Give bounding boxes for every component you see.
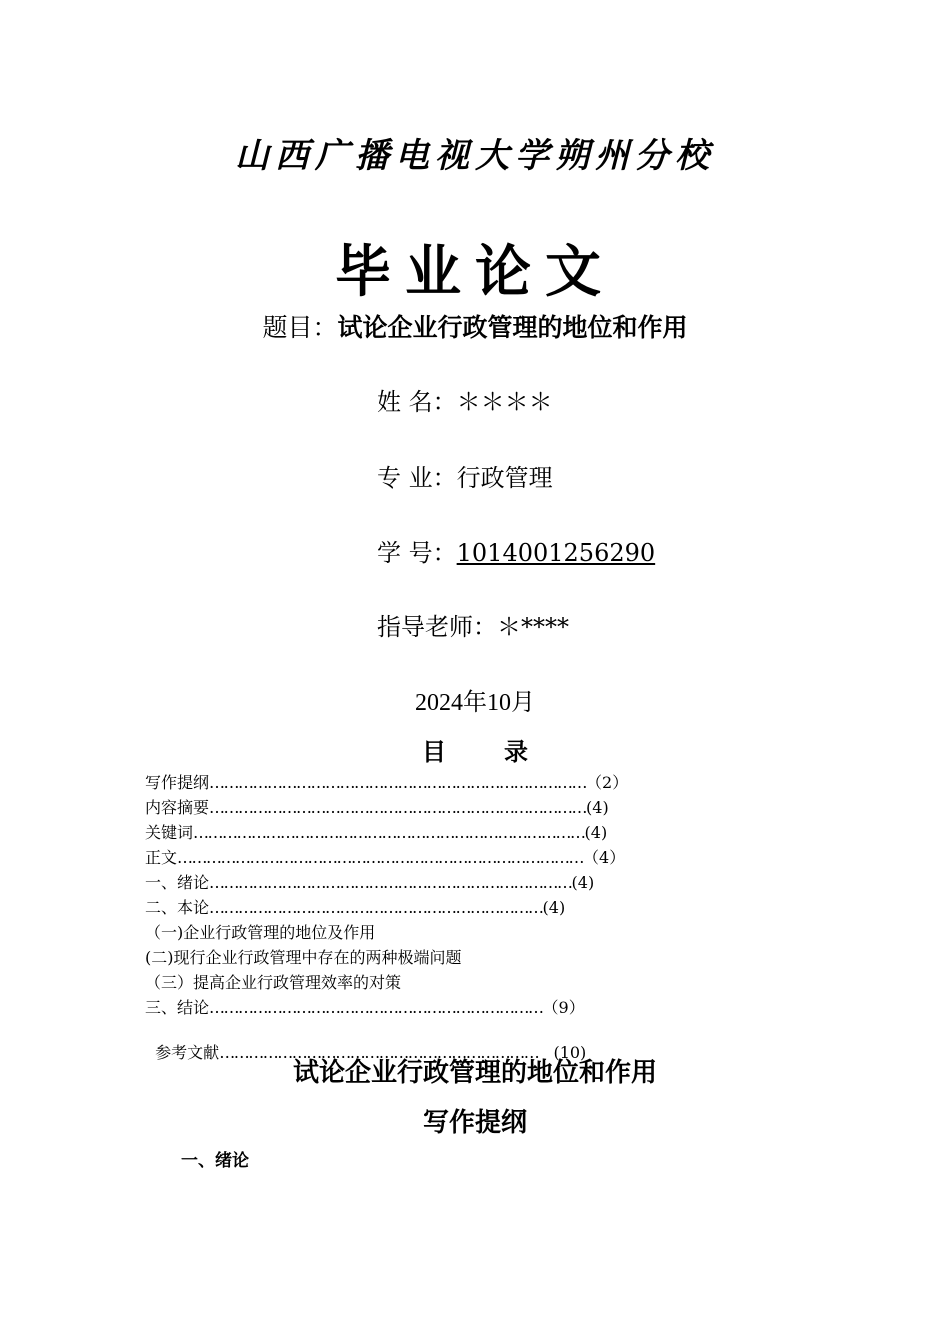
toc-item[interactable] [145,923,375,943]
toc-item[interactable] [145,773,628,793]
advisor-line: 指导老师：＊**** [377,613,569,641]
toc-item-label: 参考文献 [155,1043,220,1062]
toc-item-dots: ……………………………………………………………………… [193,823,585,842]
student-id-label: 学 号： [377,539,457,567]
toc-item[interactable] [145,898,565,918]
toc-item-page: (4) [571,873,595,892]
toc-item-dots: …………………………………………………………………… [209,798,587,817]
toc-item-page: (4) [586,798,609,817]
thesis-title-line [0,308,950,344]
toc-item-dots: ………………………………………………………… [219,1043,539,1062]
toc-item-dots: …………………………………………………………………… [209,773,587,792]
thesis-title-label: 题目： [262,313,338,342]
student-id-line [377,533,655,568]
toc-item-dots: ………………………………………………………………… [209,873,572,892]
toc-item-page: (4) [542,898,566,917]
toc-item-label: 二、本论 [145,898,210,917]
body-subtitle: 写作提纲 [422,1108,527,1138]
toc-item-label: 一、绪论 [145,873,210,892]
major-line: 专 业：行政管理 [377,464,553,492]
toc-item[interactable] [145,873,594,893]
toc-heading [0,732,950,767]
toc-item-label: （一)企业行政管理的地位及作用 [145,923,376,942]
toc-heading-right: 录 [504,738,528,766]
toc-item[interactable] [145,998,585,1018]
toc-item-label: 内容摘要 [145,798,210,817]
toc-item-dots: …………………………………………………………… [209,898,543,917]
toc-item-label: 关键词 [145,823,194,842]
student-id-value: 1014001256290 [456,539,656,567]
body-main-title: 试论企业行政管理的地位和作用 [292,1058,657,1088]
toc-item[interactable] [145,973,401,993]
toc-item-label: (二)现行企业行政管理中存在的两种极端问题 [145,948,462,967]
toc-item-dots: …………………………………………………………… [209,998,543,1017]
toc-item-page: （9） [542,998,585,1017]
toc-item-page: (4) [584,823,608,842]
toc-item[interactable] [145,823,607,843]
submission-date: 2024年10月 [415,690,535,716]
thesis-title-value: 试论企业行政管理的地位和作用 [337,313,688,342]
toc-item-label: 三、结论 [145,998,210,1017]
toc-item[interactable] [145,948,462,968]
toc-item[interactable] [145,798,609,818]
toc-item-page: (10) [538,1043,587,1062]
toc-item-page: （4） [583,848,626,867]
toc-item[interactable] [145,848,625,868]
toc-item-label: 写作提纲 [145,773,210,792]
thesis-type-heading: 毕业论文 [335,239,615,305]
school-name: 山西广播电视大学朔州分校 [235,136,715,176]
toc-item-label: （三）提高企业行政管理效率的对策 [145,973,402,992]
toc-item-label: 正文 [145,848,178,867]
toc-item-page: （2） [586,773,629,792]
section-heading: 一、绪论 [181,1151,249,1171]
toc-heading-left: 目 [422,738,446,766]
toc-item-dots: ………………………………………………………………………… [177,848,584,867]
student-name-line: 姓 名：＊＊＊＊ [377,388,553,416]
